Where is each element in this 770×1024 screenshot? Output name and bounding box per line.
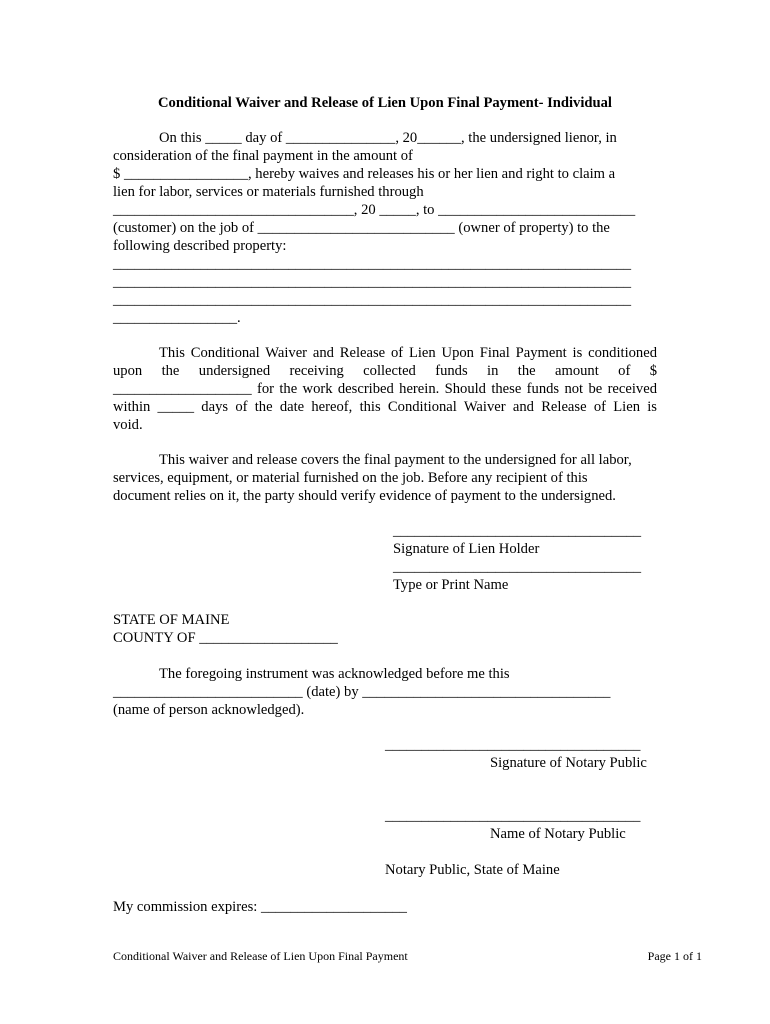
property-description-line: _________________.	[113, 310, 241, 326]
property-description-line: _______________________________________________________________________	[113, 256, 632, 272]
notary-name-label: Name of Notary Public	[490, 826, 626, 842]
para1-line: consideration of the final payment in the amount of	[113, 148, 413, 164]
para1-line: (customer) on the job of ___________________________ (owner of property) to the	[113, 220, 610, 236]
lien-holder-signature-line: __________________________________	[393, 523, 642, 539]
acknowledgment-line: __________________________ (date) by __________________________________	[113, 684, 611, 700]
acknowledgment-line: The foregoing instrument was acknowledged before me this	[159, 666, 510, 682]
document-title: Conditional Waiver and Release of Lien Upon Final Payment- Individual	[158, 95, 612, 111]
footer-document-name: Conditional Waiver and Release of Lien Upon Final Payment	[113, 949, 408, 963]
lien-holder-signature-label: Signature of Lien Holder	[393, 541, 540, 557]
para2-line: void.	[113, 417, 143, 433]
print-name-line: __________________________________	[393, 559, 642, 575]
state-label: STATE OF MAINE	[113, 612, 230, 628]
para2-line: upon the undersigned receiving collected funds in the amount of $	[113, 363, 657, 379]
notary-name-line: ___________________________________	[385, 808, 641, 824]
para2-line: ___________________ for the work described herein. Should these funds not be received	[113, 381, 657, 397]
para2-line: within _____ days of the date hereof, this Conditional Waiver and Release of Lien is	[113, 399, 657, 415]
para3-line: document relies on it, the party should verify evidence of payment to the undersigned.	[113, 488, 616, 504]
property-description-line: _______________________________________________________________________	[113, 292, 632, 308]
print-name-label: Type or Print Name	[393, 577, 509, 593]
para3-line: This waiver and release covers the final payment to the undersigned for all labor,	[159, 452, 632, 468]
commission-expires: My commission expires: ____________________	[113, 899, 407, 915]
notary-state-label: Notary Public, State of Maine	[385, 862, 560, 878]
para1-line: lien for labor, services or materials furnished through	[113, 184, 424, 200]
footer-page-number: Page 1 of 1	[647, 949, 702, 963]
para1-line: $ _________________, hereby waives and releases his or her lien and right to claim a	[113, 166, 616, 182]
notary-signature-line: ___________________________________	[385, 737, 641, 753]
county-label: COUNTY OF ___________________	[113, 630, 338, 646]
acknowledgment-line: (name of person acknowledged).	[113, 702, 305, 718]
notary-signature-label: Signature of Notary Public	[490, 755, 647, 771]
property-description-line: _______________________________________________________________________	[113, 274, 632, 290]
para1-line: On this _____ day of _______________, 20______, the undersigned lienor, in	[159, 130, 617, 146]
para2-line: This Conditional Waiver and Release of Lien Upon Final Payment is conditioned	[159, 345, 657, 361]
para3-line: services, equipment, or material furnished on the job. Before any recipient of this	[113, 470, 588, 486]
para1-line: following described property:	[113, 238, 287, 254]
para1-line: _________________________________, 20 _____, to ___________________________	[113, 202, 636, 218]
